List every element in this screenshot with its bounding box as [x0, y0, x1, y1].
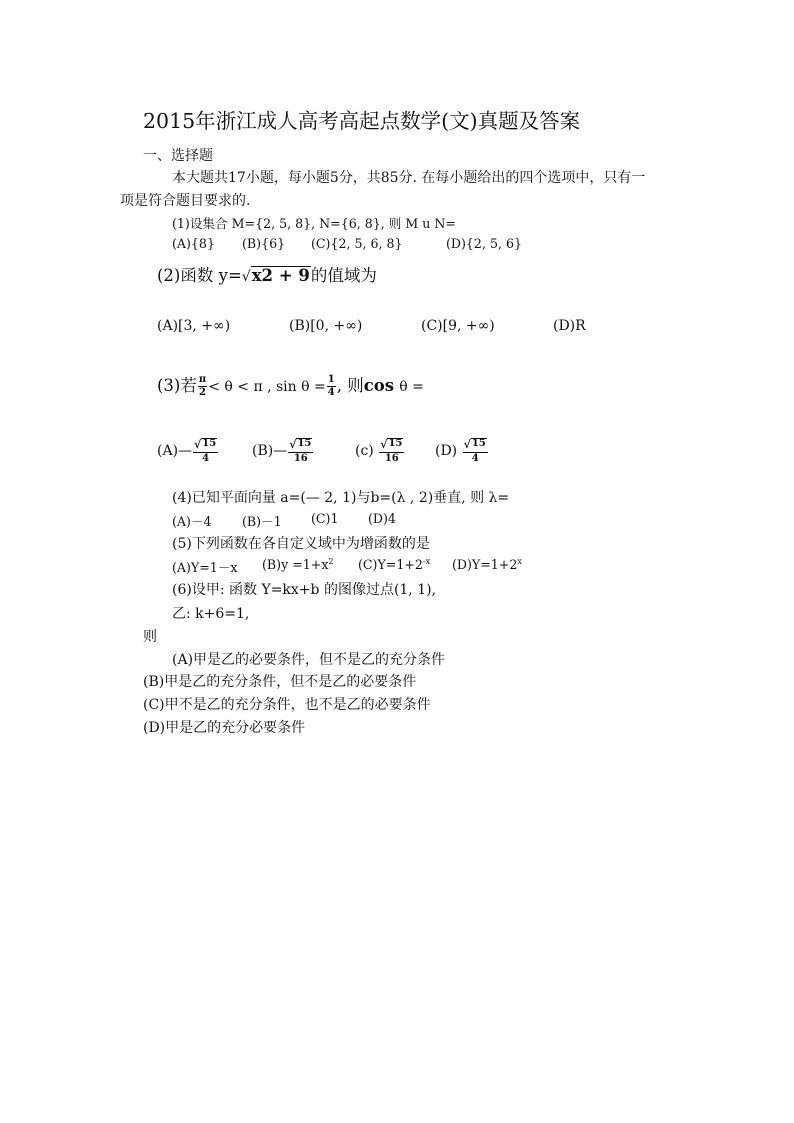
fraction-denominator: 4: [202, 452, 210, 464]
radicand: 15: [388, 438, 403, 449]
question-3-option-d: [435, 438, 489, 464]
section-heading: 一、选择题: [143, 148, 213, 164]
option-text: (B)y =1+x: [262, 557, 329, 573]
question-5-stem: (5)下列函数在各自定义域中为增函数的是: [172, 536, 430, 552]
question-6-stem: (6)设甲: 函数 Y=kx+b 的图像过点(1, 1),: [172, 582, 437, 598]
minus-sign: —: [273, 442, 288, 459]
superscript: -x: [422, 557, 431, 566]
option-fraction: [193, 438, 218, 464]
question-5-option-c: [358, 557, 430, 572]
question-2-stem-suffix: 的值域为: [310, 266, 377, 285]
question-4-stem: (4)已知平面向量 a=(— 2, 1)与b=(λ , 2)垂直, 则 λ=: [172, 490, 510, 506]
option-fraction: [288, 438, 313, 464]
question-4-option-a: (A)－4: [172, 514, 212, 529]
fraction-denominator: 16: [293, 452, 308, 464]
question-5-option-a: (A)Y=1－x: [172, 560, 238, 575]
option-label: (B): [252, 442, 274, 459]
option-fraction: [463, 438, 488, 464]
question-2-option-b: (B)[0, +∞): [289, 318, 363, 334]
fraction-denominator: 4: [327, 387, 335, 398]
question-1-option-d: (D){2, 5, 6}: [446, 236, 522, 251]
question-2-radicand: x2 + 9: [251, 265, 310, 285]
question-5-option-d: [452, 557, 522, 572]
question-4-option-c: (C)1: [311, 511, 339, 526]
question-3-stem-end: θ =: [399, 379, 424, 395]
question-1-option-c: (C){2, 5, 6, 8}: [311, 236, 403, 251]
option-label: (c): [355, 442, 374, 459]
question-3-stem: [157, 372, 424, 398]
question-3-stem-suffix: , 则: [336, 376, 364, 395]
option-fraction: [379, 438, 404, 464]
question-6-then: 则: [143, 629, 157, 645]
question-3-option-c: [355, 438, 405, 464]
option-text: (C)Y=1+2: [358, 557, 423, 573]
question-6-option-a: (A)甲是乙的必要条件，但不是乙的充分条件: [172, 652, 446, 668]
question-6-option-d: (D)甲是乙的充分必要条件: [143, 720, 306, 736]
pi-over-2-fraction: [198, 375, 207, 398]
question-2-option-a: (A)[3, +∞): [157, 318, 231, 334]
sqrt-icon: √: [194, 437, 202, 451]
minus-sign: —: [178, 442, 193, 459]
sqrt-icon: √: [241, 269, 251, 285]
question-6-option-c: (C)甲不是乙的充分条件，也不是乙的必要条件: [143, 697, 431, 713]
fraction-numerator: π: [198, 374, 207, 385]
question-5-option-b: [262, 557, 334, 572]
option-label: (A): [157, 442, 179, 459]
superscript: x: [517, 557, 522, 566]
intro-line-2: 项是符合题目要求的.: [120, 193, 251, 209]
question-2-option-c: (C)[9, +∞): [421, 318, 495, 334]
option-label: (D): [435, 442, 458, 459]
sqrt-icon: √: [463, 437, 471, 451]
fraction-denominator: 16: [384, 452, 399, 464]
one-quarter-fraction: [327, 375, 336, 398]
question-3-stem-prefix: (3)若: [157, 376, 197, 395]
radicand: 15: [471, 438, 486, 449]
intro-line-1: 本大题共17小题，每小题5分，共85分. 在每小题给出的四个选项中，只有一: [172, 170, 646, 186]
question-4-option-b: (B)－1: [242, 514, 282, 529]
cos-label: cos: [363, 376, 395, 395]
question-1-stem: (1)设集合 M={2, 5, 8}, N={6, 8}, 则 M u N=: [172, 216, 456, 231]
fraction-denominator: 2: [199, 387, 207, 398]
question-3-stem-middle: < θ < π , sin θ =: [208, 379, 326, 395]
question-3-option-b: [252, 438, 314, 464]
question-2-option-d: (D)R: [553, 318, 586, 334]
question-4-option-d: (D)4: [368, 511, 396, 526]
question-3-option-a: [157, 438, 219, 464]
option-text: (D)Y=1+2: [452, 557, 518, 573]
page-title: 2015年浙江成人高考高起点数学(文)真题及答案: [143, 109, 581, 133]
superscript: 2: [328, 557, 334, 566]
sqrt-icon: √: [289, 437, 297, 451]
question-2-stem: [157, 262, 377, 286]
sqrt-icon: √: [380, 437, 388, 451]
question-1-option-a: (A){8}: [172, 236, 215, 251]
question-6-option-b: (B)甲是乙的充分条件，但不是乙的必要条件: [143, 674, 417, 690]
radical: [242, 266, 311, 284]
question-2-stem-prefix: (2)函数 y=: [157, 266, 242, 285]
fraction-denominator: 4: [471, 452, 479, 464]
radicand: 15: [297, 438, 312, 449]
question-6-condition-b: 乙: k+6=1,: [172, 606, 250, 622]
question-1-option-b: (B){6}: [242, 236, 286, 251]
radicand: 15: [202, 438, 217, 449]
fraction-numerator: 1: [327, 374, 335, 385]
